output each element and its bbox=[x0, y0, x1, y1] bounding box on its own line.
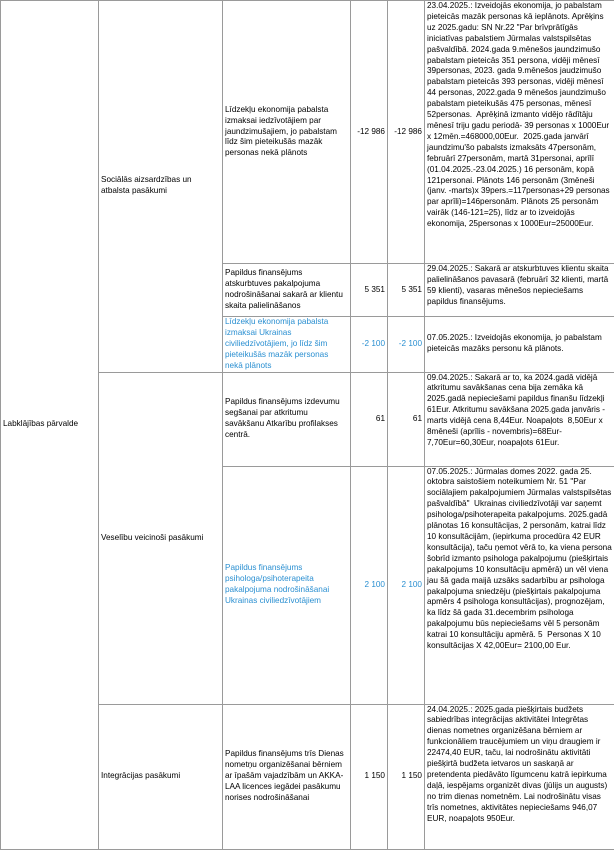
value-1: 2 100 bbox=[351, 466, 388, 704]
row-comment: 24.04.2025.: 2025.gada piešķirtais budžets sabiedrības integrācijas aktivitātei Integrētas dienas nometnes organizēšana bērniem ar funkcionāliem traucējumiem un viņu draugiem ir 22474,40 EUR, taču, lai nodrošinātu aktivitāti piešķirtā budžeta ietvaros un saskaņā ar pretendenta piedāvāto līgumcenu katrā iepirkuma daļā, iespējams organizēt divas (jūlijs un augusts) no trim dienas nometnēm. Lai nodrošinātu visas trīs nometnes, aktivitātes nepieciešams 946,07 EUR, noapaļots 950Eur. bbox=[425, 704, 614, 849]
value-2: -2 100 bbox=[388, 317, 425, 373]
row-description: Līdzekļu ekonomija pabalsta izmaksai iedzīvotājiem par jaundzimušajiem, jo pabalstam līdz šim pieteikušās mazāk personas nekā plānots bbox=[223, 1, 351, 264]
row-comment: 23.04.2025.: Izveidojās ekonomija, jo pabalstam pieteicās mazāk personas kā ieplānots. Aprēķins uz 2025.gadu: SN Nr.22 "Par brīvprātīgās iniciatīvas pabalstiem Jūrmalas valstspilsētas pašvaldībā. 2024.gada 9.mēnešos jaundzimušo pabalstam pieteicās 351 persona, vidēji mēnesī 39personas, 2023. gada 9.mēnešos jaudzimušo pabalstam pieteicās 393 personas, vidēji mēnesī 44 personas, 2022.gada 9 mēnešos jaundzimušo pabalstam pieteikušās 475 personas, mēnesī 52personas. Aprēķinā izmanto vidējo rādītāju mēnesī triju gadu periodā- 39 personas x 1000Eur x 12mēn.=468000,00Eur. 2025.gada janvārī jaundzimu'šo pabalsts izmaksāts 47personām, februārī 27personām, martā 31personai, aprīlī (01.04.2025.-23.04.2025.) 16 personām, kopā 121personai. Plānots 146 personām (3mēneši (janv. -marts)x 39pers.=117personas+29 personas par aprīli)=146personām. Plānots 25 personām vairāk (146-121=25), līdz ar to izveidojās ekonomija, 25personas x 1000Eur=25000Eur. bbox=[425, 1, 614, 264]
value-1: -12 986 bbox=[351, 1, 388, 264]
row-description: Papildus finansējums psihologa/psihoterapeita pakalpojuma nodrošināšanai Ukrainas civiliedzīvotājiem bbox=[223, 466, 351, 704]
value-2: 1 150 bbox=[388, 704, 425, 849]
row-description: Papildus finansējums izdevumu segšanai par atkritumu savākšanu Atkarību profilakses centrā. bbox=[223, 372, 351, 466]
value-1: 1 150 bbox=[351, 704, 388, 849]
value-2: 5 351 bbox=[388, 264, 425, 317]
value-2: -12 986 bbox=[388, 1, 425, 264]
value-2: 61 bbox=[388, 372, 425, 466]
row-comment: 07.05.2025.: Izveidojās ekonomija, jo pabalstam pieteicās mazāks personu kā plānots. bbox=[425, 317, 614, 373]
row-description: Papildus finansējums trīs Dienas nometņu organizēšanai bērniem ar īpašām vajadzībām un AKKA-LAA licences iegādei pasākumu norises nodrošināšanai bbox=[223, 704, 351, 849]
row-description: Papildus finansējums atskurbtuves pakalpojuma nodrošināšanai sakarā ar klientu skaita palielināšanos bbox=[223, 264, 351, 317]
group-name: Veselību veicinoši pasākumi bbox=[99, 372, 223, 704]
row-comment: 07.05.2025.: Jūrmalas domes 2022. gada 25. oktobra saistošiem noteikumiem Nr. 51 "Par sociālajiem pakalpojumiem Jūrmalas valstspilsētas pašvaldībā" Ukrainas civiliedzīvotāji var saņemt psihologa/psihoterapeita pakalpojums. 2025.gadā plānotas 16 konsultācijas, 2 personām, katrai līdz 10 konsultācijām, (iepirkuma procedūra 42 EUR konsultācija), taču ņemot vērā to, ka viena persona šobrīd izmanto psihologa pakalpojumu (piešķirtais pakalpojums 10 konsultāciju apmērā) un vēl viena jau šā gada maijā uzsāks sadarbību ar psihologa pakalpojuma sniedzēju (piešķirtais pakalpojuma apmērs 4 psihologa konsultācijas), prognozējam, ka līdz šā gada 31.decembrim psihologa pakalpojumu būs nepieciešams vēl 5 personām katrai 10 konsultāciju apmērā. 5 Personas X 10 konsultācijas X 42,00Eur= 2100,00 Eur. bbox=[425, 466, 614, 704]
row-comment: 29.04.2025.: Sakarā ar atskurbtuves klientu skaita palielināšanos pavasarā (februārī 32 klienti, martā 59 klienti), vasaras mēnešos nepieciešams papildus finansējums. bbox=[425, 264, 614, 317]
row-comment: 09.04.2025.: Sakarā ar to, ka 2024.gadā vidējā atkritumu savākšanas cena bija zemāka kā 2025.gadā nepieciešami papildus finanšu līdzekļi 61Eur. Atkritumu savākšana 2025.gada janvāris - marts vidējā cena 8,44Eur. Noapaļots 8,50Eur x 8mēneši (aprīlis - novembris)=68Eur-7,70Eur=60,30Eur, noapaļots 61Eur. bbox=[425, 372, 614, 466]
group-name: Sociālās aizsardzības un atbalsta pasākumi bbox=[99, 1, 223, 373]
department-cell: Labklājības pārvalde bbox=[1, 1, 99, 850]
value-1: 61 bbox=[351, 372, 388, 466]
value-1: 5 351 bbox=[351, 264, 388, 317]
group-name: Integrācijas pasākumi bbox=[99, 704, 223, 849]
value-2: 2 100 bbox=[388, 466, 425, 704]
table-row bbox=[1, 1, 614, 264]
value-1: -2 100 bbox=[351, 317, 388, 373]
row-description: Līdzekļu ekonomija pabalsta izmaksai Ukrainas civiliedzīvotājiem, jo līdz šim pieteikušās mazāk personas nekā plānots bbox=[223, 317, 351, 373]
